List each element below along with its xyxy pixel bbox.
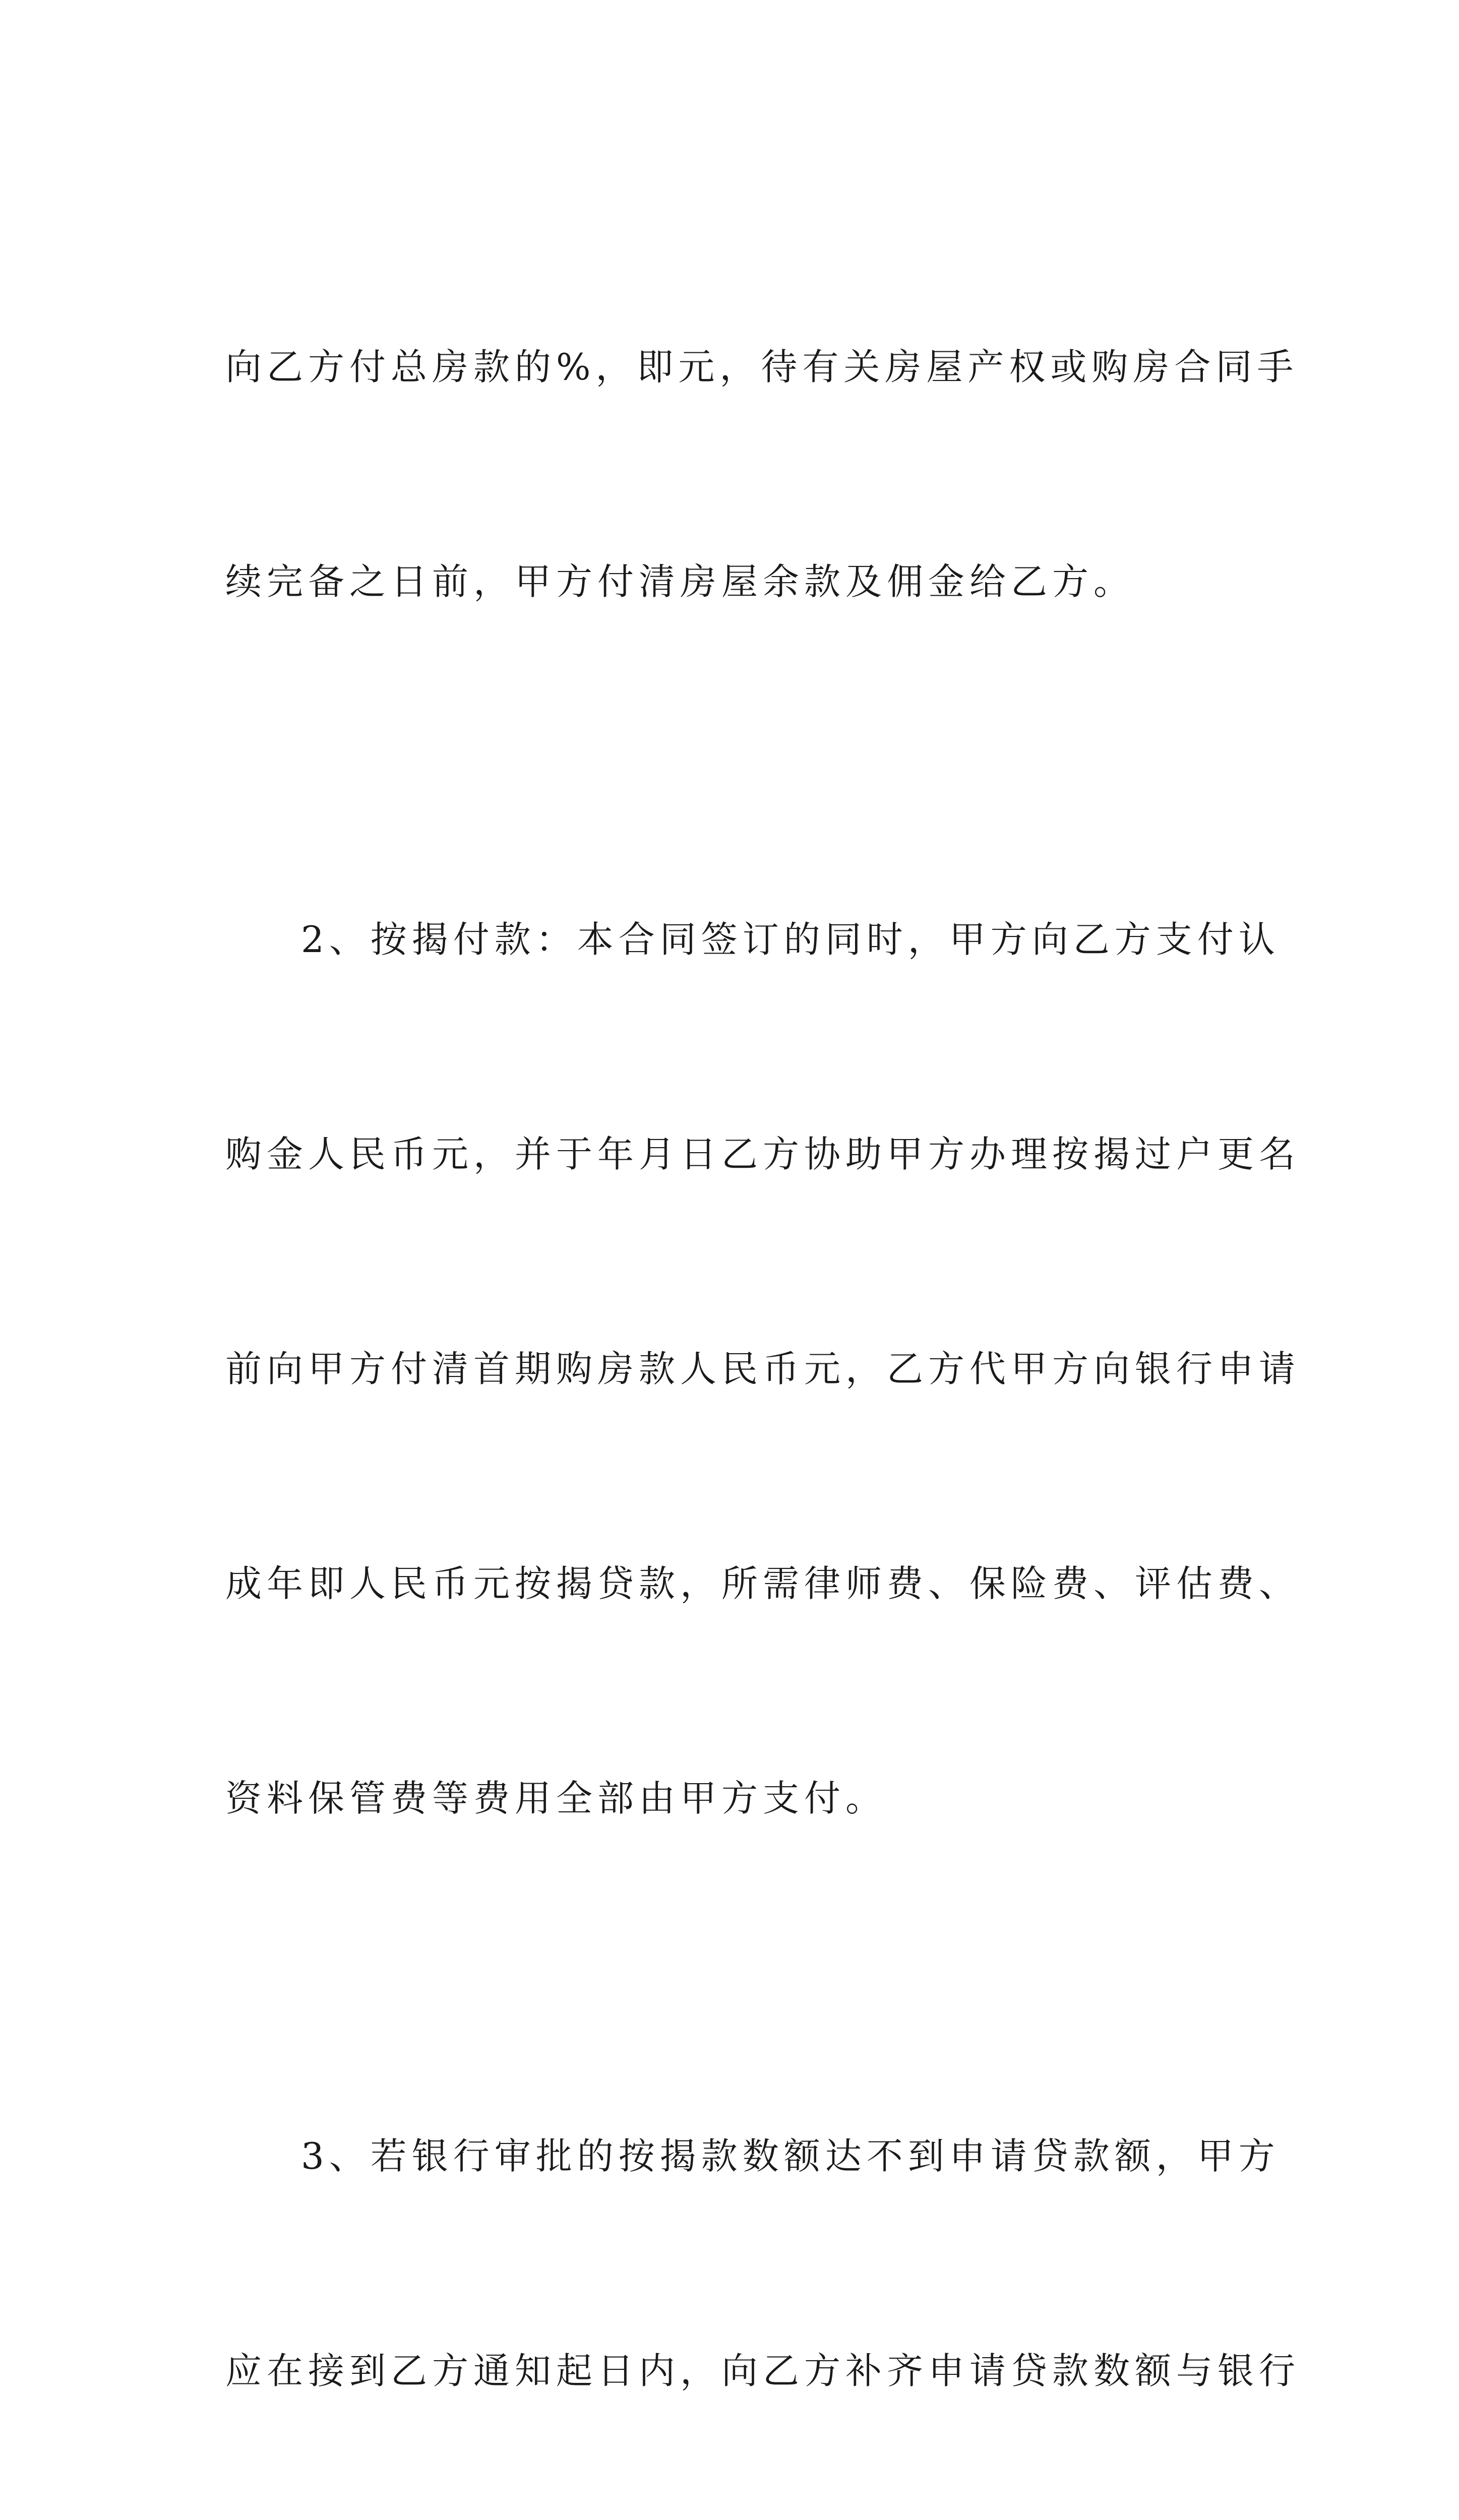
text-line: 成年即人民币元按揭贷款，所需律师费、保险费、评估费、 — [225, 1562, 1301, 1605]
text-line: 2、按揭付款：本合同签订的同时，甲方向乙方支付认 — [301, 918, 1280, 961]
text-line: 3、若银行审批的按揭款数额达不到申请贷款额，甲方 — [301, 2135, 1280, 2177]
paragraph-payment-terms-cont — [225, 188, 1299, 761]
text-line: 购金人民币元，并于年月日乙方协助甲方办理按揭过户更名 — [225, 1133, 1301, 1175]
paragraph-mortgage-payment — [225, 761, 1301, 1977]
paragraph-loan-shortfall — [225, 1977, 1301, 2520]
text-line: 续完备之日前，甲方付清房屋余款及佣金给乙方。 — [225, 560, 1135, 603]
text-line: 向乙方付总房款的%，即元，待有关房屋产权或购房合同手 — [225, 346, 1299, 388]
document-body — [225, 188, 1301, 2520]
text-line: 资料保管费等费用全部由甲方支付。 — [225, 1777, 887, 1819]
text-line: 应在接到乙方通知起日内，向乙方补齐申请贷款数额与银行 — [225, 2350, 1301, 2392]
text-line: 前向甲方付清首期购房款人民币元，乙方代甲方向银行申请 — [225, 1348, 1301, 1390]
